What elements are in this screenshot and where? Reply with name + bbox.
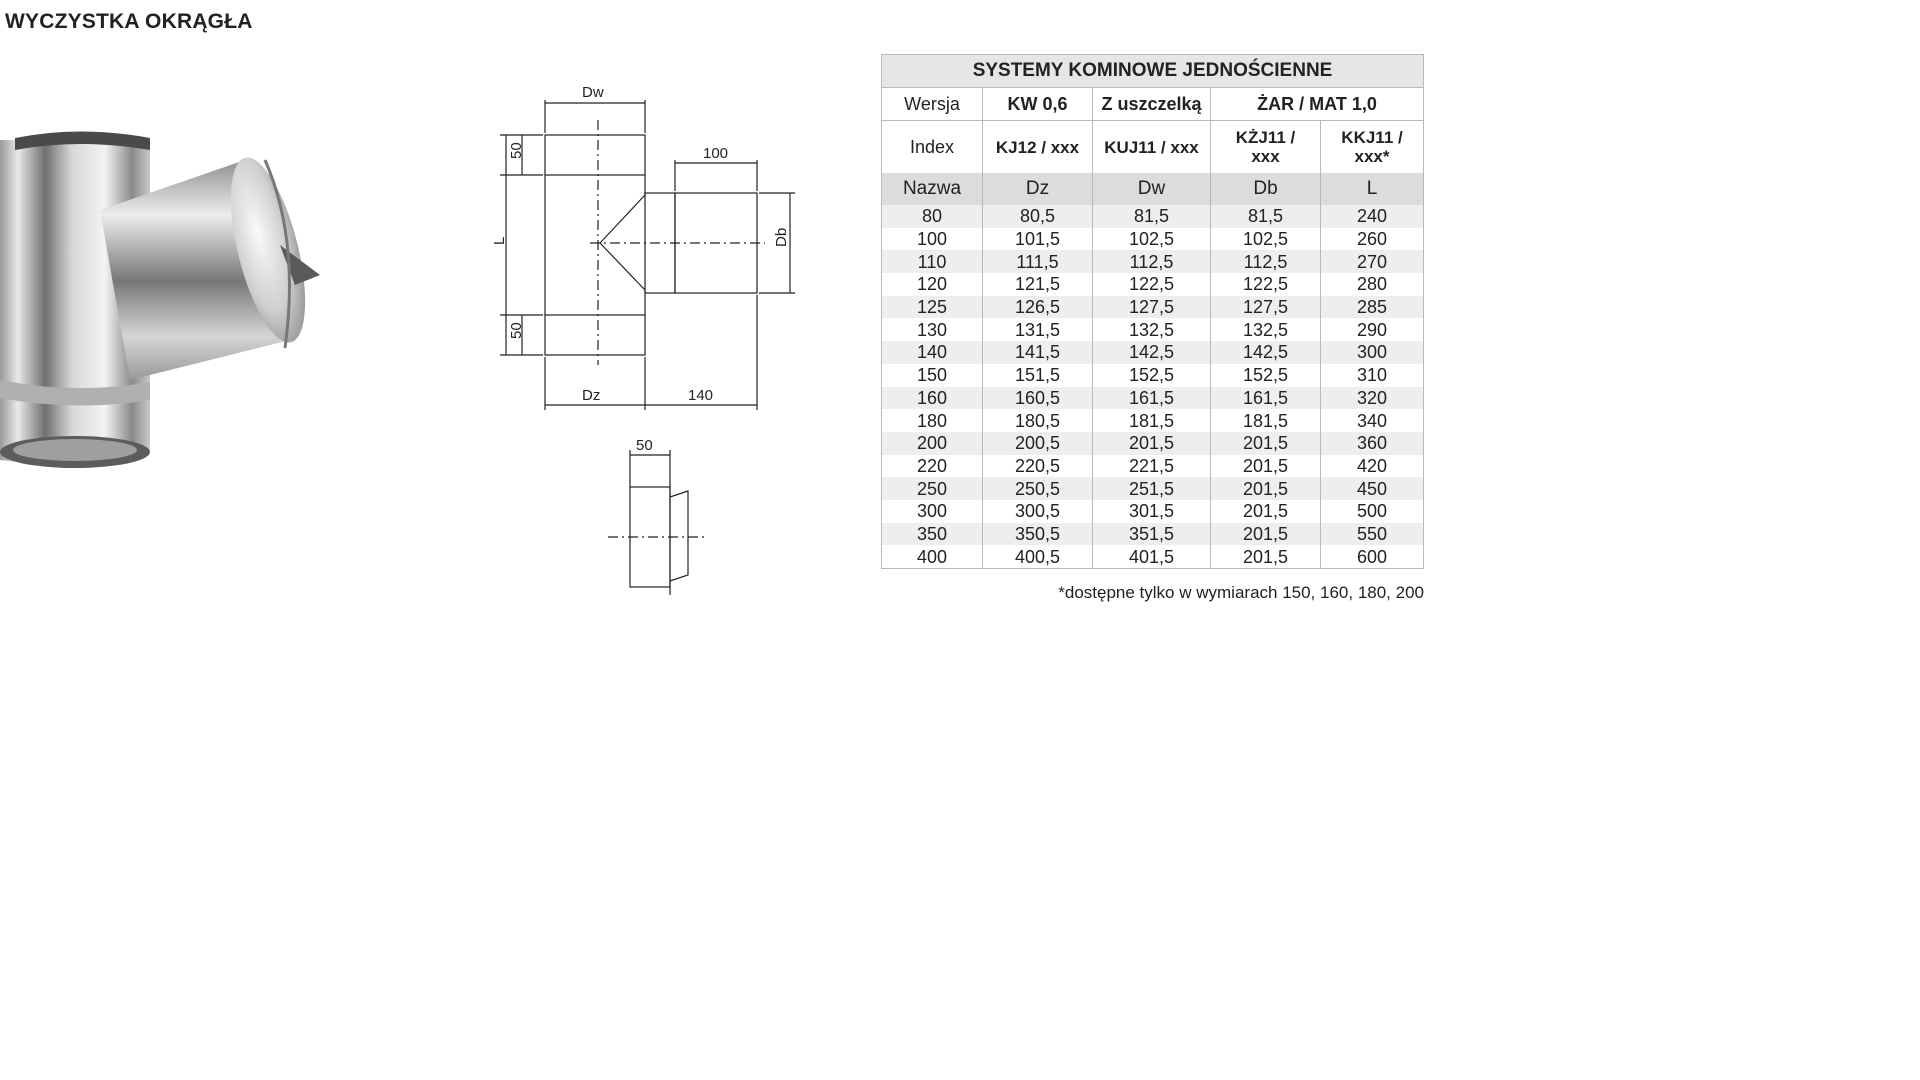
table-cell: 81,5 [1093,205,1211,228]
column-header: Nazwa [882,173,983,205]
table-cell: 221,5 [1093,455,1211,478]
table-cell: 110 [882,250,983,273]
table-row [882,296,1424,319]
table-row [882,318,1424,341]
table-row [882,455,1424,478]
dim-50-cap-label: 50 [636,437,653,454]
table-cell: 130 [882,318,983,341]
table-cell: 142,5 [1211,341,1321,364]
table-cell: 250,5 [983,477,1093,500]
table-cell: 160 [882,387,983,410]
table-cell: 131,5 [983,318,1093,341]
index-kzj11-line1: KŻJ11 / [1235,128,1296,147]
table-cell: 300 [1321,341,1424,364]
table-cell: 161,5 [1093,387,1211,410]
table-cell: 400 [882,545,983,568]
table-row [882,409,1424,432]
table-row [882,273,1424,296]
availability-note: *dostępne tylko w wymiarach 150, 160, 180, 200 [1058,583,1424,602]
table-cell: 80 [882,205,983,228]
table-row [882,387,1424,410]
table-cell: 351,5 [1093,523,1211,546]
spec-table [881,54,1424,569]
table-cell: 290 [1321,318,1424,341]
table-cell: 161,5 [1211,387,1321,410]
table-row [882,477,1424,500]
table-cell: 200 [882,432,983,455]
table-cell: 600 [1321,545,1424,568]
table-cell: 121,5 [983,273,1093,296]
dim-50-top-label: 50 [508,142,525,159]
table-cell: 140 [882,341,983,364]
table-cell: 100 [882,228,983,251]
index-kuj11: KUJ11 / xxx [1093,121,1211,174]
table-cell: 127,5 [1093,296,1211,319]
table-cell: 125 [882,296,983,319]
table-cell: 280 [1321,273,1424,296]
table-cell: 180,5 [983,409,1093,432]
table-cell: 550 [1321,523,1424,546]
index-label: Index [882,121,983,174]
dim-l-label: L [491,236,508,245]
table-row [882,523,1424,546]
table-cell: 250 [882,477,983,500]
table-cell: 201,5 [1211,545,1321,568]
table-cell: 132,5 [1211,318,1321,341]
page-title: WYCZYSTKA OKRĄGŁA [5,10,253,33]
table-cell: 132,5 [1093,318,1211,341]
table-cell: 320 [1321,387,1424,410]
table-row [882,228,1424,251]
table-cell: 200,5 [983,432,1093,455]
column-header: Dz [983,173,1093,205]
table-cell: 420 [1321,455,1424,478]
table-row [882,341,1424,364]
table-row [882,432,1424,455]
table-cell: 152,5 [1093,364,1211,387]
table-cell: 122,5 [1093,273,1211,296]
table-cell: 220 [882,455,983,478]
table-cell: 151,5 [983,364,1093,387]
version-zar: ŻAR / MAT 1,0 [1211,88,1424,121]
index-kj12: KJ12 / xxx [983,121,1093,174]
table-cell: 152,5 [1211,364,1321,387]
version-label: Wersja [882,88,983,121]
table-cell: 251,5 [1093,477,1211,500]
table-cell: 401,5 [1093,545,1211,568]
table-cell: 240 [1321,205,1424,228]
column-header: Db [1211,173,1321,205]
table-cell: 180 [882,409,983,432]
table-cell: 122,5 [1211,273,1321,296]
table-row [882,205,1424,228]
dim-db-label: Db [773,227,790,247]
table-cell: 112,5 [1211,250,1321,273]
table-cell: 270 [1321,250,1424,273]
table-row [882,364,1424,387]
table-cell: 150 [882,364,983,387]
dim-dw-label: Dw [582,84,604,101]
dim-50-bottom-label: 50 [508,322,525,339]
spec-table-body [882,205,1424,569]
table-cell: 450 [1321,477,1424,500]
table-cell: 201,5 [1211,477,1321,500]
table-cell: 300 [882,500,983,523]
table-cell: 360 [1321,432,1424,455]
table-cell: 126,5 [983,296,1093,319]
version-kw: KW 0,6 [983,88,1093,121]
table-cell: 102,5 [1211,228,1321,251]
dim-dz-label: Dz [582,387,601,404]
table-cell: 300,5 [983,500,1093,523]
table-cell: 201,5 [1211,500,1321,523]
table-cell: 181,5 [1211,409,1321,432]
table-cell: 102,5 [1093,228,1211,251]
table-cell: 112,5 [1093,250,1211,273]
index-kzj11 [1211,121,1321,174]
product-photo [0,120,330,480]
table-row [882,250,1424,273]
table-cell: 111,5 [983,250,1093,273]
dim-100-label: 100 [703,145,729,162]
index-kkj11-line1: KKJ11 / [1341,128,1403,147]
version-z: Z uszczelką [1093,88,1211,121]
table-cell: 160,5 [983,387,1093,410]
technical-drawing [470,75,810,605]
table-cell: 201,5 [1211,455,1321,478]
table-cell: 201,5 [1211,432,1321,455]
table-cell: 260 [1321,228,1424,251]
table-cell: 127,5 [1211,296,1321,319]
table-cell: 350,5 [983,523,1093,546]
table-caption: SYSTEMY KOMINOWE JEDNOŚCIENNE [882,55,1424,88]
table-cell: 101,5 [983,228,1093,251]
table-cell: 400,5 [983,545,1093,568]
table-cell: 350 [882,523,983,546]
table-cell: 201,5 [1093,432,1211,455]
table-cell: 500 [1321,500,1424,523]
table-cell: 310 [1321,364,1424,387]
table-cell: 220,5 [983,455,1093,478]
dim-140-label: 140 [688,387,714,404]
index-kkj11 [1321,121,1424,174]
table-cell: 81,5 [1211,205,1321,228]
table-cell: 181,5 [1093,409,1211,432]
index-kzj11-line2: xxx [1251,147,1280,166]
table-cell: 80,5 [983,205,1093,228]
table-row [882,545,1424,568]
table-row [882,500,1424,523]
column-header: L [1321,173,1424,205]
table-cell: 142,5 [1093,341,1211,364]
table-cell: 301,5 [1093,500,1211,523]
table-cell: 120 [882,273,983,296]
table-cell: 285 [1321,296,1424,319]
table-cell: 201,5 [1211,523,1321,546]
column-header: Dw [1093,173,1211,205]
index-kkj11-line2: xxx* [1354,147,1390,166]
table-cell: 340 [1321,409,1424,432]
table-cell: 141,5 [983,341,1093,364]
